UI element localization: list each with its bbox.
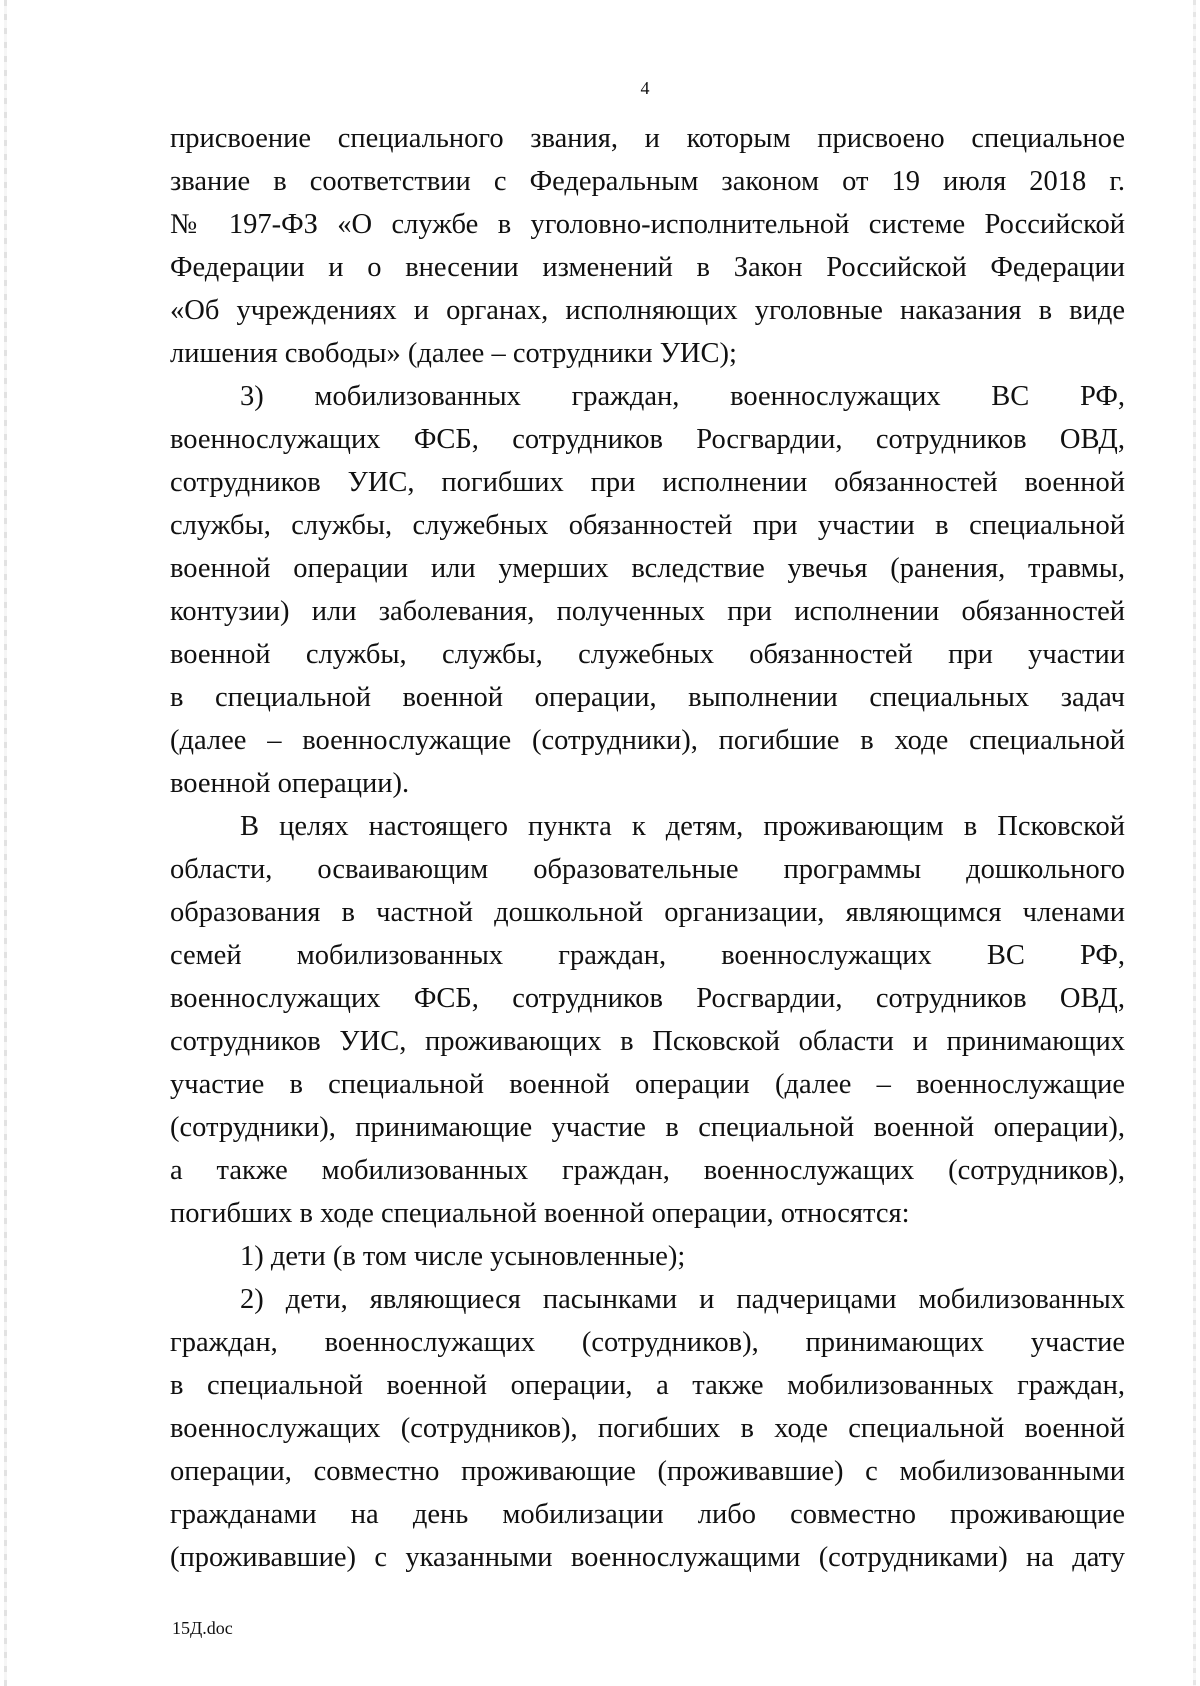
text-line: лишения свободы» (далее – сотрудники УИС);: [170, 338, 737, 369]
text-line: (сотрудники), принимающие участие в специальной военной операции),: [170, 1112, 1125, 1143]
text-line: а также мобилизованных граждан, военнослужащих (сотрудников),: [170, 1155, 1125, 1186]
text-line: 3) мобилизованных граждан, военнослужащих ВС РФ,: [240, 381, 1125, 412]
text-line: семей мобилизованных граждан, военнослужащих ВС РФ,: [170, 940, 1125, 971]
page-number: 4: [640, 78, 650, 98]
document-body: [170, 117, 1125, 1579]
text-line: граждан, военнослужащих (сотрудников), принимающих участие: [170, 1327, 1125, 1358]
text-line: присвоение специального звания, и которым присвоено специальное: [170, 123, 1125, 154]
text-line: (далее – военнослужащие (сотрудники), погибшие в ходе специальной: [170, 725, 1125, 756]
text-line: в специальной военной операции, а также мобилизованных граждан,: [170, 1370, 1125, 1401]
text-line: «Об учреждениях и органах, исполняющих уголовные наказания в виде: [170, 295, 1125, 326]
scan-edge-left: [4, 0, 7, 1686]
text-line: военнослужащих ФСБ, сотрудников Росгвардии, сотрудников ОВД,: [170, 424, 1125, 455]
text-line: контузии) или заболевания, полученных при исполнении обязанностей: [170, 596, 1125, 627]
text-line: области, осваивающим образовательные программы дошкольного: [170, 854, 1125, 885]
text-line: операции, совместно проживающие (проживавшие) с мобилизованными: [170, 1456, 1125, 1487]
footer-filename: 15Д.doc: [172, 1618, 233, 1638]
text-line: 2) дети, являющиеся пасынками и падчерицами мобилизованных: [240, 1284, 1125, 1315]
text-line: военнослужащих (сотрудников), погибших в ходе специальной военной: [170, 1413, 1125, 1444]
text-line: 1) дети (в том числе усыновленные);: [240, 1241, 686, 1272]
text-line: № 197-ФЗ «О службе в уголовно-исполнительной системе Российской: [170, 209, 1125, 240]
text-line: сотрудников УИС, проживающих в Псковской области и принимающих: [170, 1026, 1125, 1057]
text-line: В целях настоящего пункта к детям, проживающим в Псковской: [240, 811, 1125, 842]
text-line: военнослужащих ФСБ, сотрудников Росгвардии, сотрудников ОВД,: [170, 983, 1125, 1014]
text-line: в специальной военной операции, выполнении специальных задач: [170, 682, 1125, 713]
text-line: военной операции или умерших вследствие увечья (ранения, травмы,: [170, 553, 1125, 584]
text-line: (проживавшие) с указанными военнослужащими (сотрудниками) на дату: [170, 1542, 1125, 1573]
text-line: звание в соответствии с Федеральным законом от 19 июля 2018 г.: [170, 166, 1125, 197]
text-line: Федерации и о внесении изменений в Закон Российской Федерации: [170, 252, 1125, 283]
text-line: сотрудников УИС, погибших при исполнении обязанностей военной: [170, 467, 1125, 498]
text-line: гражданами на день мобилизации либо совместно проживающие: [170, 1499, 1125, 1530]
text-line: образования в частной дошкольной организации, являющимся членами: [170, 897, 1125, 928]
text-line: военной операции).: [170, 768, 410, 799]
text-line: службы, службы, служебных обязанностей при участии в специальной: [170, 510, 1125, 541]
scan-edge-right: [1193, 0, 1196, 1686]
text-line: военной службы, службы, служебных обязанностей при участии: [170, 639, 1125, 670]
text-line: участие в специальной военной операции (далее – военнослужащие: [170, 1069, 1125, 1100]
text-line: погибших в ходе специальной военной операции, относятся:: [170, 1198, 910, 1229]
